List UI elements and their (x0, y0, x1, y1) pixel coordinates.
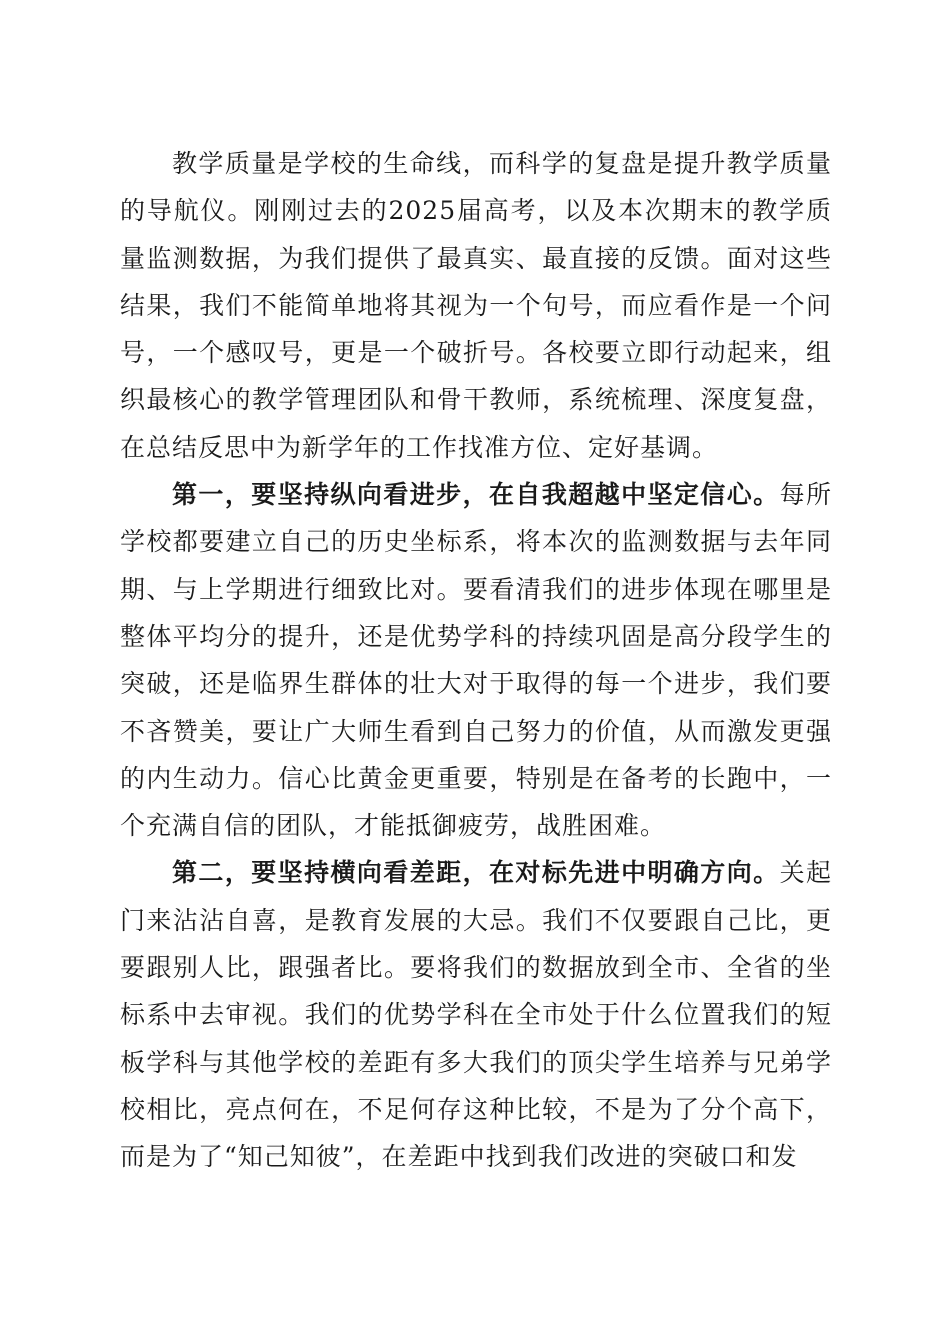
paragraph-text: 每所学校都要建立自己的历史坐标系，将本次的监测数据与去年同期、与上学期进行细致比对。要看清我们的进步体现在哪里是整体平均分的提升，还是优势学科的持续巩固是高分段学生的突破，还是临界生群体的壮大对于取得的每一个进步，我们要不吝赞美，要让广大师生看到自己努力的价值，从而激发更强的内生动力。信心比黄金更重要，特别是在备考的长跑中，一个充满自信的团队，才能抵御疲劳，战胜困难。 (120, 480, 832, 841)
paragraph-lead: 第二，要坚持横向看差距，在对标先进中明确方向。 (172, 858, 780, 888)
paragraph-point-one (120, 471, 832, 849)
paragraph-intro (120, 140, 832, 471)
paragraph-point-two (120, 849, 832, 1180)
paragraph-text: 关起门来沾沾自喜，是教育发展的大忌。我们不仅要跟自己比，更要跟别人比，跟强者比。要将我们的数据放到全市、全省的坐标系中去审视。我们的优势学科在全市处于什么位置我们的短板学科与其他学校的差距有多大我们的顶尖学生培养与兄弟学校相比，亮点何在，不足何存这种比较，不是为了分个高下，而是为了“知己知彼”，在差距中找到我们改进的突破口和发 (120, 858, 832, 1172)
paragraph-text: 教学质量是学校的生命线，而科学的复盘是提升教学质量的导航仪。刚刚过去的2025届高考，以及本次期末的教学质量监测数据，为我们提供了最真实、最直接的反馈。面对这些结果，我们不能简单地将其视为一个句号，而应看作是一个问号，一个感叹号，更是一个破折号。各校要立即行动起来，组织最核心的教学管理团队和骨干教师，系统梳理、深度复盘，在总结反思中为新学年的工作找准方位、定好基调。 (120, 149, 832, 462)
paragraph-lead: 第一，要坚持纵向看进步，在自我超越中坚定信心。 (172, 480, 780, 510)
document-body (120, 140, 832, 1181)
